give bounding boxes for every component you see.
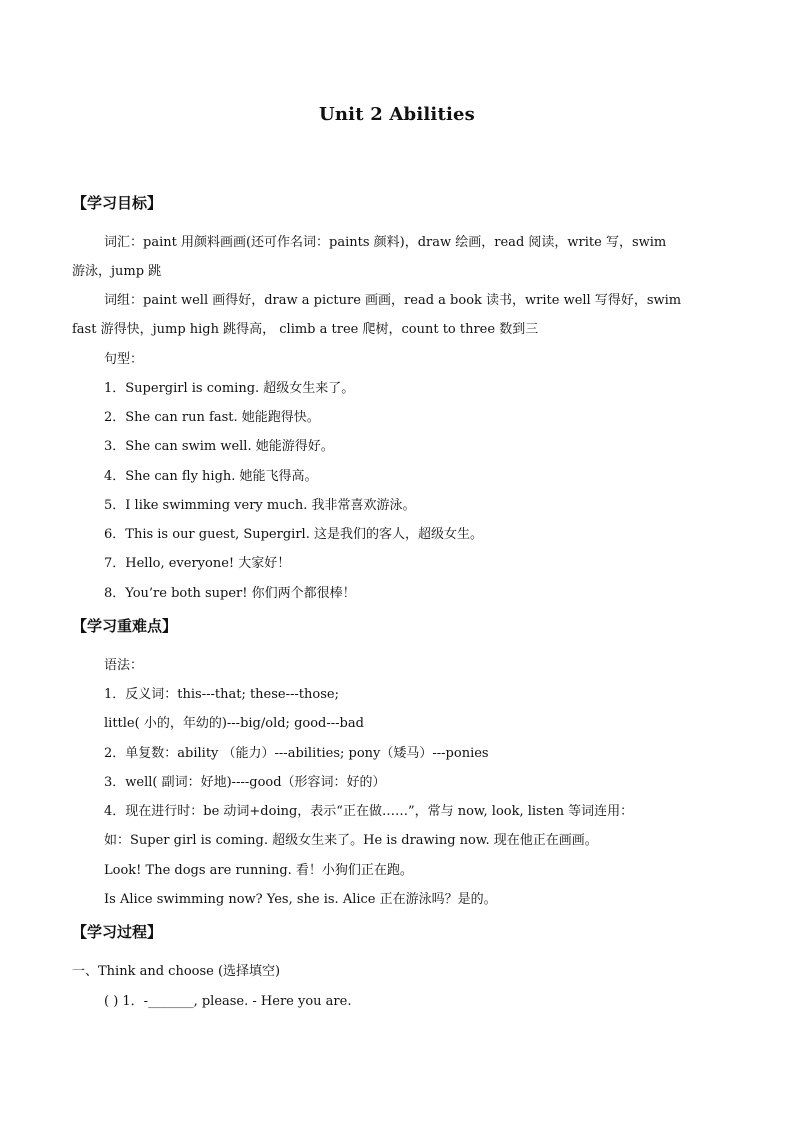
grammar-item: 如：Super girl is coming. 超级女生来了。He is drawing now. 现在他正在画画。 (104, 833, 598, 848)
sentence-item: 8．You’re both super! 你们两个都很棒！ (104, 586, 356, 601)
grammar-item: 1．反义词：this---that; these---those; (104, 687, 339, 702)
document-title: Unit 2 Abilities (319, 104, 475, 125)
sentence-item: 7．Hello, everyone! 大家好！ (104, 556, 291, 571)
heading-key-points: 【学习重难点】 (72, 617, 178, 635)
exercise-part-one: 一、Think and choose (选择填空) (72, 964, 281, 979)
grammar-item: Look! The dogs are running. 看！小狗们正在跑。 (104, 863, 413, 878)
sentence-item: 6．This is our guest, Supergirl. 这是我们的客人，超级女生。 (104, 527, 483, 542)
phrases-line-2: fast 游得快，jump high 跳得高， climb a tree 爬树，count to three 数到三 (72, 322, 539, 337)
grammar-label: 语法： (104, 658, 144, 673)
grammar-item: 3．well( 副词：好地)----good（形容词：好的） (104, 775, 386, 790)
vocab-line-2: 游泳，jump 跳 (72, 264, 162, 279)
sentence-item: 4．She can fly high. 她能飞得高。 (104, 469, 318, 484)
heading-learning-process: 【学习过程】 (72, 923, 163, 941)
sentence-item: 1．Supergirl is coming. 超级女生来了。 (104, 381, 355, 396)
vocab-line-1: 词汇：paint 用颜料画画(还可作名词：paints 颜料)，draw 绘画，read 阅读，write 写，swim (104, 235, 667, 250)
grammar-item: 2．单复数：ability （能力）---abilities; pony（矮马）---ponies (104, 746, 489, 761)
sentence-item: 3．She can swim well. 她能游得好。 (104, 439, 334, 454)
heading-learning-goals: 【学习目标】 (72, 194, 163, 212)
sentence-item: 2．She can run fast. 她能跑得快。 (104, 410, 320, 425)
sentence-item: 5．I like swimming very much. 我非常喜欢游泳。 (104, 498, 416, 513)
exercise-question-1: ( ) 1．-_______, please. - Here you are. (104, 994, 352, 1009)
grammar-item: Is Alice swimming now? Yes, she is. Alice 正在游泳吗？是的。 (104, 892, 497, 907)
grammar-item: little( 小的，年幼的)---big/old; good---bad (104, 716, 364, 731)
phrases-line-1: 词组：paint well 画得好，draw a picture 画画，read a book 读书，write well 写得好，swim (104, 293, 682, 308)
sentence-label: 句型： (104, 352, 144, 367)
grammar-item: 4．现在进行时：be 动词+doing，表示“正在做……”，常与 now, look, listen 等词连用： (104, 804, 634, 819)
